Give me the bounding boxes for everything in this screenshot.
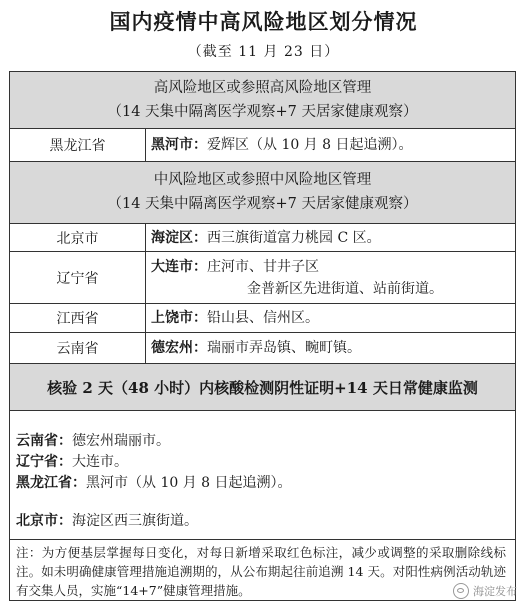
list-item [16, 431, 170, 451]
medium-risk-heading: 中风险地区或参照中风险地区管理 [153, 172, 372, 188]
item-value: 海淀区西三旗街道。 [72, 513, 198, 529]
table-row [10, 333, 515, 364]
wechat-icon [453, 583, 469, 599]
province-cell: 黑龙江省 [10, 129, 146, 161]
area-cell [151, 252, 509, 303]
city-label: 黑河市： [151, 137, 207, 153]
area-list: 西三旗街道富力桃园 C 区。 [207, 229, 381, 246]
medium-risk-policy: （14 天集中隔离医学观察+7 天居家健康观察） [107, 196, 418, 212]
item-value: 德宏州瑞丽市。 [72, 433, 170, 449]
city-label: 大连市： [151, 258, 207, 275]
date-subtitle: （截至 11 月 23 日） [187, 44, 340, 60]
list-item [16, 473, 292, 493]
table-row [10, 224, 515, 252]
item-province: 黑龙江省： [16, 475, 86, 491]
high-risk-policy: （14 天集中隔离医学观察+7 天居家健康观察） [107, 104, 418, 120]
area-list: 庄河市、甘井子区 [207, 258, 319, 275]
area-list-continued: 金普新区先进街道、站前街道。 [247, 280, 443, 297]
item-province: 云南省： [16, 433, 72, 449]
medium-risk-header [10, 162, 515, 224]
testing-list [10, 411, 515, 540]
area-cell [151, 304, 509, 332]
item-province: 北京市： [16, 513, 72, 529]
high-risk-header [10, 72, 515, 129]
area-cell [151, 129, 509, 161]
watermark [453, 583, 517, 599]
city-label: 海淀区： [151, 229, 207, 246]
footnote: 注：为方便基层掌握每日变化，对每日新增采取红色标注，减少或调整的采取删除线标注。如未明确健康管理措施追溯期的，从公布期起往前追溯 14 天。对阳性病例活动轨迹有交集人员，实施“14+7”健康管理措施。 [16, 545, 506, 598]
province-cell: 北京市 [10, 224, 146, 251]
table-row [10, 304, 515, 333]
province-cell: 云南省 [10, 333, 146, 363]
high-risk-heading: 高风险地区或参照高风险地区管理 [153, 80, 372, 96]
page-title: 国内疫情中高风险地区划分情况 [109, 10, 418, 34]
city-label: 德宏州： [151, 340, 207, 356]
item-value: 黑河市（从 10 月 8 日起追溯）。 [86, 475, 292, 491]
testing-rule-header: 核验 2 天（48 小时）内核酸检测阴性证明+14 天日常健康监测 [10, 364, 515, 411]
item-value: 大连市。 [72, 454, 128, 470]
table-row [10, 129, 515, 162]
area-list: 铅山县、信州区。 [207, 310, 319, 326]
risk-table [9, 71, 516, 601]
list-item [16, 452, 128, 472]
item-province: 辽宁省： [16, 454, 72, 470]
area-cell [151, 333, 509, 363]
area-cell [151, 224, 509, 251]
province-cell: 辽宁省 [10, 252, 146, 303]
table-row [10, 252, 515, 304]
city-label: 上饶市： [151, 310, 207, 326]
list-item [16, 511, 198, 531]
watermark-text: 海淀发布 [473, 585, 517, 598]
province-cell: 江西省 [10, 304, 146, 332]
area-list: 瑞丽市弄岛镇、畹町镇。 [207, 340, 361, 356]
area-list: 爱辉区（从 10 月 8 日起追溯）。 [207, 137, 413, 153]
